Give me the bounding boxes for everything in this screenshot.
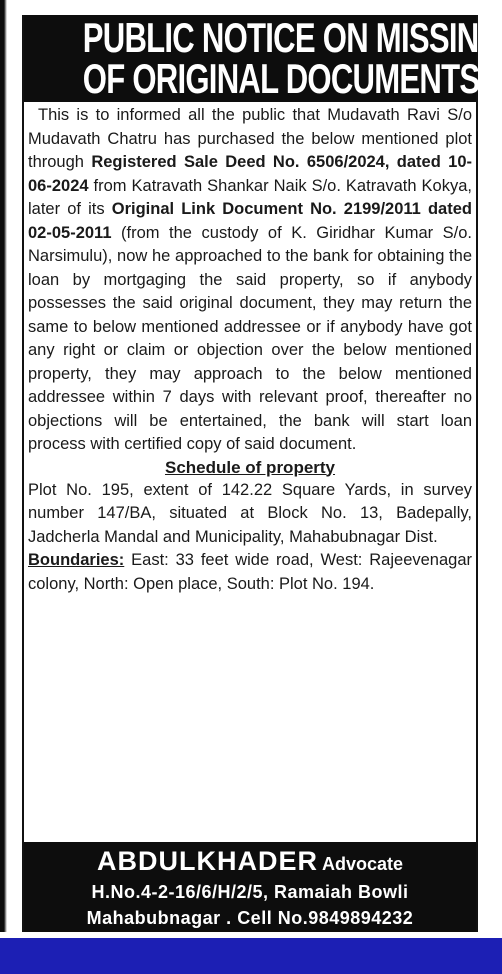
schedule-title: Schedule of property — [164, 457, 336, 477]
body-intro: This is to informed all the public that Mudavath Ravi S/o Mudavath Chatru has purchased the below mentioned plot through — [28, 106, 472, 171]
headline-line-2: OF ORIGINAL DOCUMENTS — [82, 55, 480, 102]
notice-body — [24, 102, 476, 457]
schedule-description: Plot No. 195, extent of 142.22 Square Yards, in survey number 147/BA, situated at Block No. 13, Badepally, Jadcherla Mandal and Municipality, Mahabubnagar Dist. — [28, 480, 472, 546]
public-notice — [22, 14, 502, 932]
advocate-address: H.No.4-2-16/6/H/2/5, Ramaiah Bowli — [91, 882, 409, 902]
advocate-name: ABDULKHADER — [96, 846, 318, 876]
boundaries-text: East: 33 feet wide road, West: Rajeevenagar colony, North: Open place, South: Plot No. 194. — [28, 551, 472, 593]
headline-line-1: PUBLIC NOTICE ON MISSING — [82, 14, 502, 61]
sale-deed-reference: Registered Sale Deed No. 6506/2024, dated 10-06-2024 — [28, 153, 472, 195]
advocate-footer — [24, 842, 476, 932]
advocate-role: Advocate — [321, 854, 404, 874]
advocate-city-cell: Mahabubnagar . Cell No.9849894232 — [86, 908, 414, 928]
schedule-text — [24, 479, 476, 597]
boundaries-label: Boundaries: — [28, 551, 125, 569]
body-seller: from Katravath Shankar Naik S/o. Katravath Kokya, later of its — [28, 176, 472, 218]
body-details: (from the custody of K. Giridhar Kumar S/o. Narsimulu), now he approached to the bank for obtaining the loan by mortgaging the said property, so if anybody possesses the said original document, they may return the same to below mentioned addressee or if anybody have got any right or claim or objection over the below mentioned property, they may approach to the below mentioned addressee within 7 days with relevant proof, thereafter no objections will be entertained, the bank will start loan process with certified copy of said document. — [28, 223, 472, 453]
notice-headline — [24, 14, 502, 102]
link-document-reference: Original Link Document No. 2199/2011 dated 02-05-2011 — [28, 200, 472, 242]
page-edge-shadow — [0, 0, 10, 932]
bottom-bar — [0, 938, 502, 974]
